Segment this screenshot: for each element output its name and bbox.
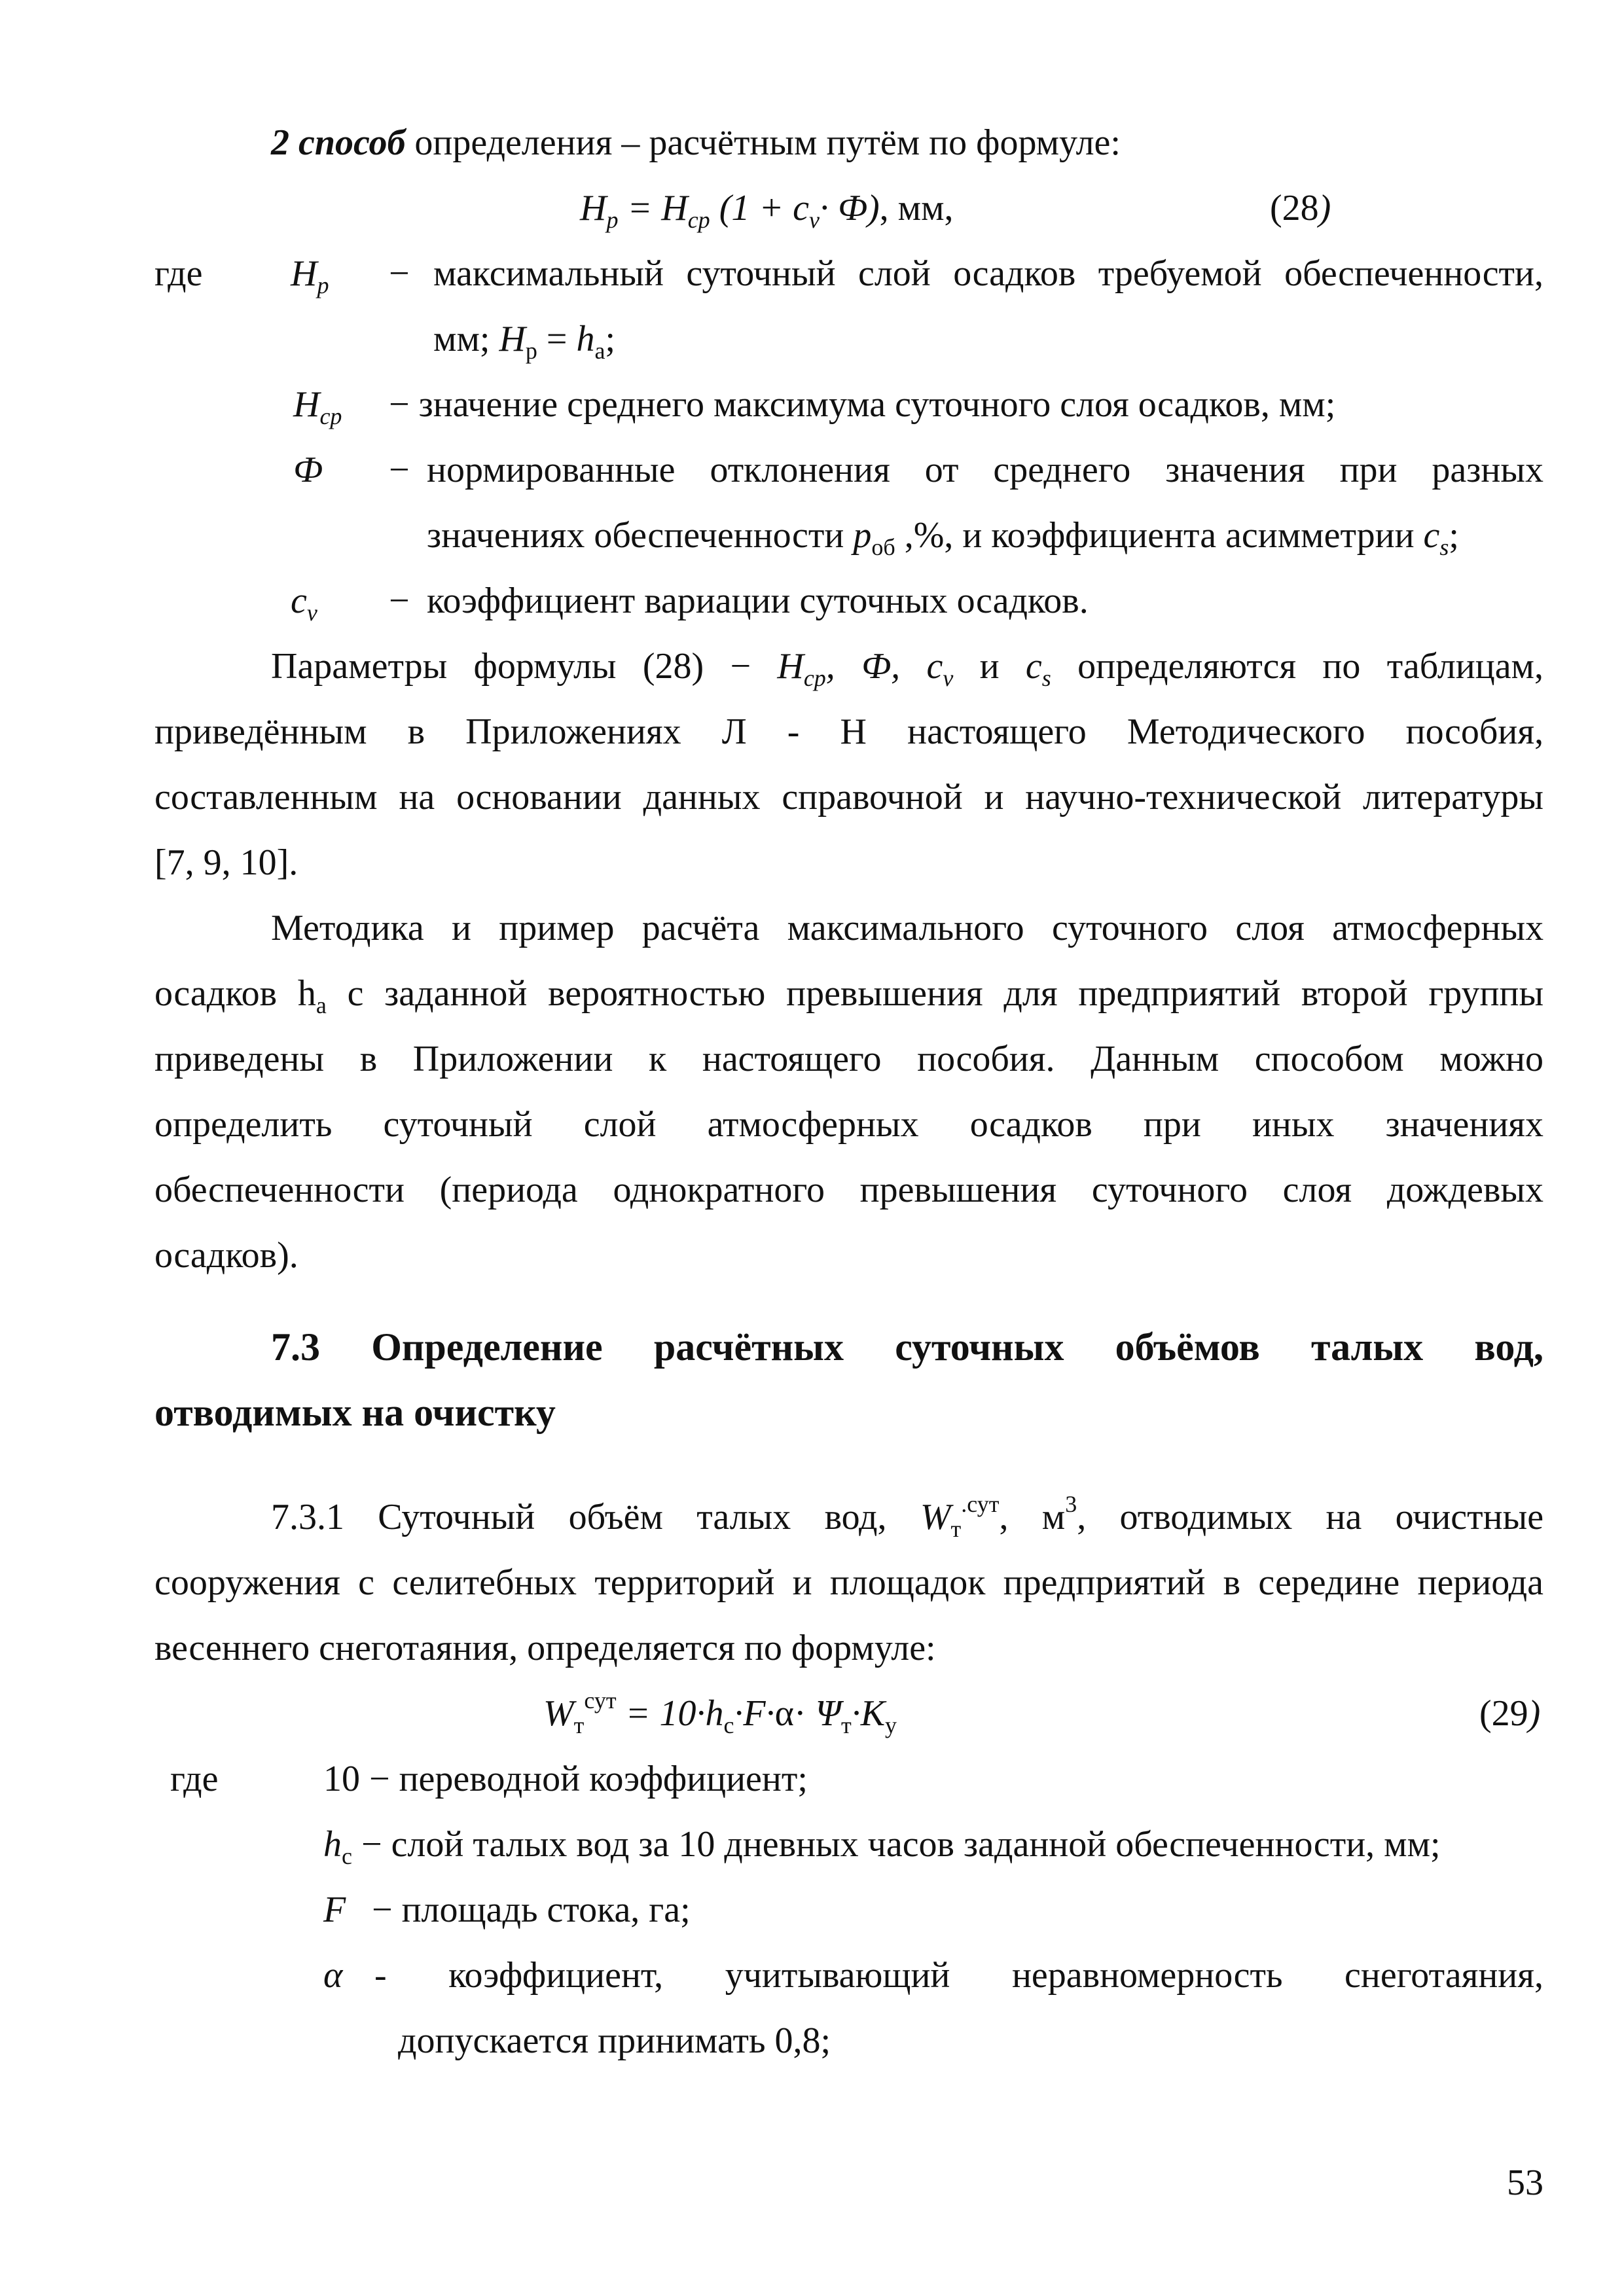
p2-cv [926, 646, 954, 691]
p3-word: осадков [969, 1104, 1092, 1145]
formula-28-H2: H [661, 188, 688, 228]
heading-word: вод, [1474, 1325, 1543, 1369]
p2-word: научно-технической [1025, 777, 1342, 817]
p3-word: для [1003, 973, 1058, 1014]
def-alpha-text [374, 1943, 1543, 2008]
method-line-1 [271, 895, 1543, 961]
f29-F: F [743, 1693, 766, 1734]
clause-comma2: , [1077, 1497, 1087, 1537]
f29-eq: = [616, 1693, 660, 1734]
formula-28-num: (28 [1270, 188, 1319, 228]
formula-28-eq: = [618, 188, 662, 228]
p2-word: (28) [642, 646, 704, 687]
def-hc-sub: с [342, 1843, 352, 1869]
p3-word: значениях [1385, 1104, 1544, 1145]
section-7-3-heading-line-2: отводимых на очистку [154, 1391, 556, 1434]
def-phi-word: среднего [993, 450, 1131, 490]
clause-word: на [1326, 1497, 1362, 1537]
def-phi-cont-ob: об [871, 534, 895, 560]
p3-word: при [1143, 1104, 1201, 1145]
p3-word: настоящего [702, 1039, 882, 1079]
heading-word: суточных [895, 1325, 1064, 1369]
p3-word: превышения [786, 973, 983, 1014]
method-line-2 [154, 961, 1543, 1026]
def-phi-cont-b: ,%, и коэффициента асимметрии [895, 515, 1424, 556]
method-line-6: осадков). [154, 1235, 298, 1276]
def-phi-word: отклонения [710, 450, 890, 490]
p2-word: по [1322, 646, 1361, 687]
p3-word: атмосферных [1332, 908, 1544, 948]
def-hc [323, 1812, 1441, 1877]
p2-word: настоящего [907, 711, 1087, 752]
f29-num-paren: ) [1528, 1693, 1541, 1734]
formula-28 [580, 175, 954, 241]
p3-word: вероятностью [548, 973, 766, 1014]
formula-28-close: ) [867, 188, 880, 228]
clause-word: Суточный [378, 1497, 535, 1537]
formula-29 [543, 1681, 897, 1746]
p3-word: пример [499, 908, 615, 948]
f29-psi: Ψ [815, 1693, 842, 1734]
clause-word: периода [1417, 1562, 1544, 1603]
p2-phi: Ф, [861, 646, 901, 687]
section-number: 7.3 [271, 1325, 320, 1369]
clause-W-t: т [950, 1516, 962, 1542]
def-hp-cont-p: р [525, 338, 537, 364]
p2-cs [1025, 646, 1051, 691]
def-hp-sub: p [317, 272, 329, 298]
def-hcp-text: значение среднего максимума суточного слоя осадков, мм; [409, 384, 1336, 425]
p2-comma: , [825, 646, 835, 687]
clause-m3 [1041, 1491, 1087, 1537]
p3-word: с [347, 973, 364, 1014]
formula-28-H: H [580, 188, 607, 228]
clause-word: отводимых [1119, 1497, 1293, 1537]
def-phi-cont-a: значениях обеспеченности [427, 515, 854, 556]
f29-y: у [884, 1712, 897, 1738]
formula-28-number [1270, 175, 1331, 241]
p3-word: пособия. [917, 1039, 1055, 1079]
p3-word: (периода [439, 1170, 578, 1210]
def-phi-dash: − [389, 450, 410, 490]
clause-word: вод, [824, 1497, 887, 1537]
def-hp-continuation [433, 306, 615, 372]
def-phi-word: нормированные [427, 450, 676, 490]
p2-word: таблицам, [1386, 646, 1543, 687]
p3-word: заданной [384, 973, 528, 1014]
def-phi-word: значения [1165, 450, 1305, 490]
p3-ha [154, 973, 327, 1018]
def-cv-c: c [291, 581, 307, 621]
def-cv-symbol [291, 568, 317, 634]
method-2-label: 2 способ [271, 122, 406, 163]
p3-word: способом [1254, 1039, 1404, 1079]
p3-word: Данным [1091, 1039, 1219, 1079]
formula-28-dot: · [819, 188, 838, 228]
formula-28-unit: , мм, [879, 188, 954, 228]
p3-word: слоя [1235, 908, 1305, 948]
clause-word: середине [1258, 1562, 1400, 1603]
def-hc-h: h [323, 1824, 342, 1865]
clause-number: 7.3.1 [271, 1497, 344, 1537]
p2-word: определяются [1077, 646, 1297, 687]
f29-dot1: · [734, 1693, 744, 1734]
p3-word: однократного [613, 1170, 825, 1210]
def-phi-cont-c: c [1423, 515, 1440, 556]
method-line-4 [154, 1092, 1543, 1157]
def-hp-H: H [291, 253, 317, 294]
heading-word: Определение [371, 1325, 603, 1369]
defs2-where: где [170, 1759, 219, 1799]
f29-K: К [860, 1693, 885, 1734]
p2-word: − [730, 646, 751, 687]
f29-dot2: · [765, 1693, 775, 1734]
p2-word: справочной [782, 777, 963, 817]
p3-word: слой [583, 1104, 657, 1145]
p3-word: Приложении [412, 1039, 613, 1079]
clause-word: сооружения [154, 1562, 340, 1603]
heading-word: талых [1310, 1325, 1424, 1369]
p2-c1: c [926, 646, 943, 687]
params-line-3 [154, 764, 1543, 830]
clause-3: 3 [1065, 1491, 1077, 1517]
page-number: 53 [1507, 2162, 1543, 2203]
p2-word: - [787, 711, 800, 752]
method-line-3 [154, 1026, 1543, 1092]
p2-word: литературы [1363, 777, 1544, 817]
p2-word: Параметры [271, 646, 448, 687]
def-phi-text [427, 437, 1543, 503]
p3-word: атмосферных [707, 1104, 919, 1145]
def-hp-cont-h: h [576, 319, 595, 359]
p3-word: Методика [271, 908, 424, 948]
def-hp-symbol [291, 241, 329, 306]
clause-W-symbol [920, 1491, 1009, 1542]
p3-word: второй [1301, 973, 1408, 1014]
p2-word: Л [721, 711, 747, 752]
f29-psi-t: т [841, 1712, 852, 1738]
def-hp-cont-a: мм; [433, 319, 499, 359]
f29-dot3: · [851, 1693, 861, 1734]
def-phi-cont-s: s [1439, 534, 1449, 560]
formula-28-phi: Ф [837, 188, 868, 228]
formula-28-num-paren: ) [1318, 188, 1331, 228]
def-phi-word: от [924, 450, 959, 490]
clause-word: площадок [829, 1562, 986, 1603]
p3-word: иных [1252, 1104, 1335, 1145]
def-cv-dash: − [389, 581, 410, 621]
def-hp-cont-end: ; [605, 319, 616, 359]
formula-28-c: c [793, 188, 809, 228]
def-phi-continuation [427, 503, 1459, 568]
p2-word: формулы [473, 646, 617, 687]
p3-word: максимального [787, 908, 1024, 948]
p3-word: в [359, 1039, 378, 1079]
def-hp-text: максимальный суточный слой осадков требуемой обеспеченности, [433, 253, 1543, 294]
defs-where: где [154, 253, 203, 294]
clause-comma: , [999, 1497, 1009, 1537]
p3-word: обеспеченности [154, 1170, 405, 1210]
clause-7-3-1-line-3: весеннего снеготаяния, определяется по формуле: [154, 1628, 936, 1668]
p2-word: данных [643, 777, 761, 817]
p3-word: и [452, 908, 471, 948]
p2-word: и [979, 646, 1000, 687]
p3-word: суточного [1091, 1170, 1248, 1210]
p2-word: Приложениях [465, 711, 681, 752]
p3-osadkov: осадков [154, 973, 298, 1014]
p2-word: на [399, 777, 435, 817]
clause-word: и [792, 1562, 812, 1603]
f29-c: с [723, 1712, 734, 1738]
p2-v: v [943, 665, 954, 691]
clause-word: в [1223, 1562, 1241, 1603]
p2-s: s [1041, 665, 1051, 691]
def-phi-word: при [1339, 450, 1398, 490]
formula-29-number [1479, 1681, 1540, 1746]
def-phi-cont-p: p [853, 515, 872, 556]
p3-word: можно [1439, 1039, 1544, 1079]
p2-word: составленным [154, 777, 378, 817]
def-F-symbol: F [323, 1890, 346, 1930]
f29-h: h [705, 1693, 724, 1734]
f29-alpha: α· [774, 1693, 816, 1734]
clause-7-3-1-line-1 [271, 1484, 1543, 1550]
def-hp-dash: − [389, 253, 410, 294]
p2-word: Методического [1127, 711, 1365, 752]
p2-cp: ср [803, 665, 826, 691]
method-2-intro [271, 110, 1121, 175]
heading-word: объёмов [1115, 1325, 1260, 1369]
formula-28-open: (1 + [710, 188, 793, 228]
formula-28-v: v [808, 207, 820, 233]
p3-word: приведены [154, 1039, 325, 1079]
def-hcp-H: H [293, 384, 320, 425]
f29-sut: сут [584, 1687, 617, 1713]
clause-word: селитебных [392, 1562, 577, 1603]
params-line-2 [154, 699, 1543, 764]
def-F-text: − площадь стока, га; [372, 1890, 691, 1930]
clause-W-sut: .сут [961, 1491, 1000, 1517]
p3-word: группы [1428, 973, 1544, 1014]
def-hp-cont-a-sub: а [594, 338, 605, 364]
formula-28-p: p [606, 207, 619, 233]
def-hcp-dash: − [389, 384, 410, 425]
p3-word: суточного [1051, 908, 1208, 948]
p3-word: определить [154, 1104, 333, 1145]
def-cv-text: коэффициент вариации суточных осадков. [427, 581, 1089, 621]
method-line-5 [154, 1157, 1543, 1223]
clause-word: территорий [594, 1562, 775, 1603]
f29-ten: 10· [659, 1693, 706, 1734]
def-alpha-word: снеготаяния, [1344, 1955, 1544, 1996]
f29-t: т [573, 1712, 585, 1738]
def-cv-sub: v [306, 600, 317, 626]
params-line-1 [271, 634, 1543, 699]
def-phi-symbol: Ф [293, 450, 323, 490]
formula-28-cp: ср [687, 207, 710, 233]
clause-word: с [358, 1562, 375, 1603]
def-hcp-sub: ср [319, 403, 342, 429]
p3-a: a [316, 992, 327, 1018]
section-7-3-heading-line-1 [271, 1314, 1543, 1380]
clause-W: W [920, 1497, 951, 1537]
p2-c2: c [1025, 646, 1042, 687]
def-phi-word: разных [1432, 450, 1543, 490]
def-ten: 10 − переводной коэффициент; [323, 1759, 808, 1799]
def-hcp-symbol [293, 372, 342, 437]
heading-word: расчётных [653, 1325, 844, 1369]
p3-word: расчёта [641, 908, 760, 948]
p3-word: слоя [1282, 1170, 1352, 1210]
clause-m: м [1041, 1497, 1066, 1537]
p2-word: основании [456, 777, 622, 817]
p3-word: дождевых [1386, 1170, 1544, 1210]
p3-word: предприятий [1078, 973, 1281, 1014]
clause-7-3-1-line-2 [154, 1550, 1543, 1615]
p2-word: приведённым [154, 711, 367, 752]
def-alpha-symbol: α [323, 1955, 343, 1996]
def-alpha-word: - коэффициент, [374, 1955, 664, 1996]
p2-H: H [777, 646, 804, 687]
p2-word: пособия, [1405, 711, 1544, 752]
method-2-text: определения – расчётным путём по формуле: [405, 122, 1121, 163]
p2-word: в [407, 711, 425, 752]
p3-h: h [297, 973, 316, 1014]
f29-num: (29 [1479, 1693, 1528, 1734]
clause-word: объём [568, 1497, 663, 1537]
p2-hcp [777, 646, 835, 691]
clause-word: талых [696, 1497, 791, 1537]
clause-word: предприятий [1003, 1562, 1206, 1603]
p3-word: суточный [383, 1104, 533, 1145]
p2-word: Н [840, 711, 867, 752]
p3-word: к [649, 1039, 667, 1079]
def-phi-cont-end: ; [1449, 515, 1459, 556]
def-alpha-word: неравномерность [1011, 1955, 1283, 1996]
params-line-4: [7, 9, 10]. [154, 842, 298, 883]
f29-W: W [543, 1693, 574, 1734]
def-hp-cont-eq: = [537, 319, 577, 359]
def-hp-cont-H: H [499, 319, 526, 359]
p3-word: превышения [859, 1170, 1057, 1210]
p2-word: и [984, 777, 1004, 817]
def-hc-text: − слой талых вод за 10 дневных часов заданной обеспеченности, мм; [352, 1824, 1441, 1865]
def-hcp-line [389, 372, 1335, 437]
def-alpha-continuation: допускается принимать 0,8; [398, 2020, 831, 2061]
def-alpha-word: учитывающий [725, 1955, 950, 1996]
clause-word: очистные [1395, 1497, 1544, 1537]
